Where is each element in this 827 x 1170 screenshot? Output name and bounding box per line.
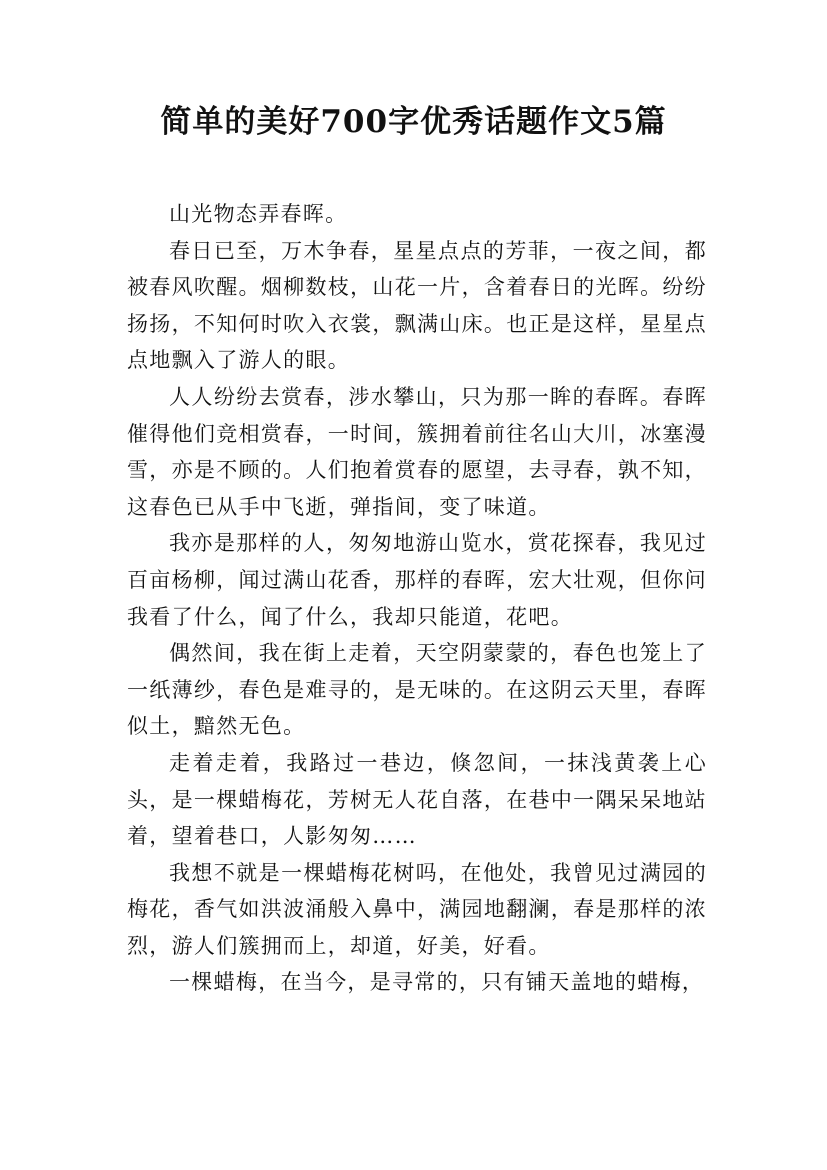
paragraph: 偶然间，我在街上走着，天空阴蒙蒙的，春色也笼上了一纸薄纱，春色是难寻的，是无味的。在这阴云天里，春晖似土，黯然无色。 (127, 641, 707, 739)
paragraph: 我亦是那样的人，匆匆地游山览水，赏花探春，我见过百亩杨柳，闻过满山花香，那样的春晖，宏大壮观，但你问我看了什么，闻了什么，我却只能道，花吧。 (127, 531, 707, 629)
paragraph: 一棵蜡梅，在当今，是寻常的，只有铺天盖地的蜡梅， (169, 970, 705, 995)
paragraph: 走着走着，我路过一巷边，倏忽间，一抹浅黄袭上心头，是一棵蜡梅花，芳树无人花自落，在巷中一隅呆呆地站着，望着巷口，人影匆匆…… (127, 750, 707, 849)
document-body (127, 196, 707, 1001)
paragraph: 春日已至，万木争春，星星点点的芳菲，一夜之间，都被春风吹醒。烟柳数枝，山花一片，含着春日的光晖。纷纷扬扬，不知何时吹入衣裳，飘满山床。也正是这样，星星点点地飘入了游人的眼。 (127, 238, 707, 373)
paragraph: 我想不就是一棵蜡梅花树吗，在他处，我曾见过满园的梅花，香气如洪波涌般入鼻中，满园地翻澜，春是那样的浓烈，游人们簇拥而上，却道，好美，好看。 (127, 860, 707, 958)
paragraph: 山光物态弄春晖。 (169, 202, 348, 226)
document-title: 简单的美好700字优秀话题作文5篇 (160, 104, 667, 140)
paragraph: 人人纷纷去赏春，涉水攀山，只为那一眸的春晖。春晖催得他们竞相赏春，一时间，簇拥着前往名山大川，冰塞漫雪，亦是不顾的。人们抱着赏春的愿望，去寻春，孰不知，这春色已从手中飞逝，弹指间，变了味道。 (127, 384, 707, 519)
